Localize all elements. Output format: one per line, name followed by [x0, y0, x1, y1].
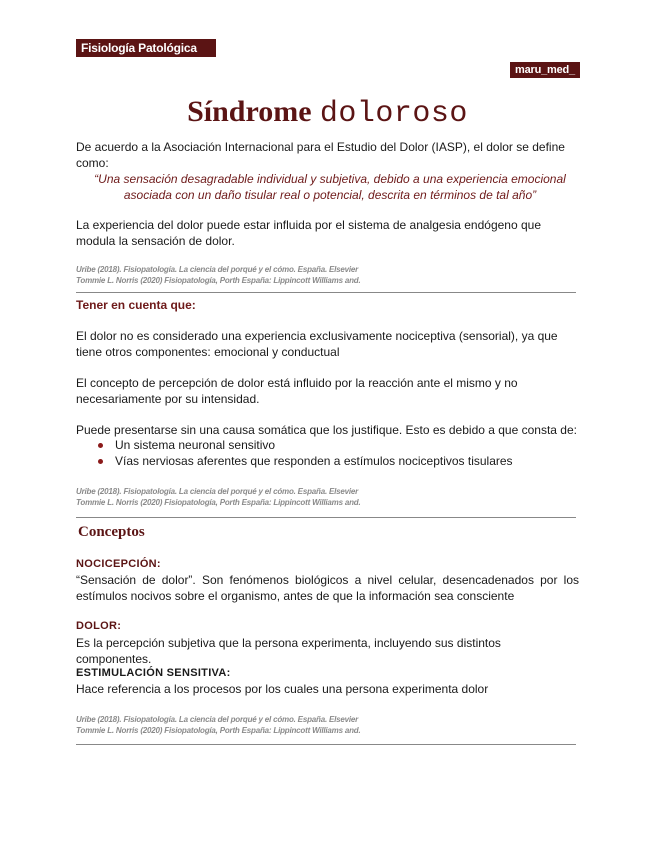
conceptos-heading: Conceptos — [78, 524, 145, 540]
reference-2 — [76, 486, 576, 508]
estimulacion-definition: Hace referencia a los procesos por los cuales una persona experimenta dolor — [76, 682, 489, 696]
reference-line-2: Tommie L. Norris (2020) Fisiopatología, Porth España: Lippincott Williams and. — [76, 276, 361, 285]
tener-heading: Tener en cuenta que: — [76, 298, 196, 312]
bullet-icon — [98, 459, 103, 464]
title-bold: Síndrome — [187, 95, 312, 128]
nocicepcion-definition: “Sensación de dolor”. Son fenómenos biológicos a nivel celular, desencadenados por los estímulos nocivos sobre el organismo, antes de que la información sea consciente — [76, 573, 579, 603]
tener-paragraph-1: El dolor no es considerado una experiencia exclusivamente nociceptiva (sensorial), ya que tiene otros componentes: emocional y conductual — [76, 329, 558, 359]
author-tag: maru_med_ — [510, 62, 580, 78]
divider-1 — [76, 292, 576, 293]
bullet-icon — [98, 443, 103, 448]
reference-line-2: Tommie L. Norris (2020) Fisiopatología, Porth España: Lippincott Williams and. — [76, 726, 361, 735]
page-title — [0, 95, 655, 131]
title-light: doloroso — [319, 97, 468, 131]
definition-paragraph: De acuerdo a la Asociación Internacional para el Estudio del Dolor (IASP), el dolor se define como: — [76, 140, 565, 170]
dolor-definition: Es la percepción subjetiva que la persona experimenta, incluyendo sus distintos componentes. — [76, 636, 501, 666]
divider-3 — [76, 744, 576, 745]
reference-line-1: Uribe (2018). Fisiopatología. La ciencia del porqué y el cómo. España. Elsevier — [76, 265, 359, 274]
nocicepcion-term: NOCICEPCIÓN: — [76, 558, 161, 570]
iasp-quote: “Una sensación desagradable individual y subjetiva, debido a una experiencia emocional asociada con un daño tisular real o potencial, descrita en términos de tal año” — [94, 172, 566, 202]
subject-tag: Fisiología Patológica — [76, 39, 216, 57]
tener-paragraph-2: El concepto de percepción de dolor está influido por la reacción ante el mismo y no necesariamente por su intensidad. — [76, 376, 518, 406]
list-item: Vías nerviosas aferentes que responden a estímulos nociceptivos tisulares — [96, 453, 576, 469]
reference-3 — [76, 714, 576, 736]
reference-1 — [76, 264, 576, 286]
components-list — [96, 437, 576, 469]
reference-line-2: Tommie L. Norris (2020) Fisiopatología, Porth España: Lippincott Williams and. — [76, 498, 361, 507]
reference-line-1: Uribe (2018). Fisiopatología. La ciencia del porqué y el cómo. España. Elsevier — [76, 487, 359, 496]
dolor-term: DOLOR: — [76, 620, 122, 632]
divider-2 — [76, 517, 576, 518]
tener-paragraph-3: Puede presentarse sin una causa somática que los justifique. Esto es debido a que consta de: — [76, 423, 577, 437]
reference-line-1: Uribe (2018). Fisiopatología. La ciencia del porqué y el cómo. España. Elsevier — [76, 715, 359, 724]
list-item: Un sistema neuronal sensitivo — [96, 437, 576, 453]
estimulacion-term: ESTIMULACIÓN SENSITIVA: — [76, 667, 231, 679]
analgesia-paragraph: La experiencia del dolor puede estar influida por el sistema de analgesia endógeno que modula la sensación de dolor. — [76, 218, 541, 248]
